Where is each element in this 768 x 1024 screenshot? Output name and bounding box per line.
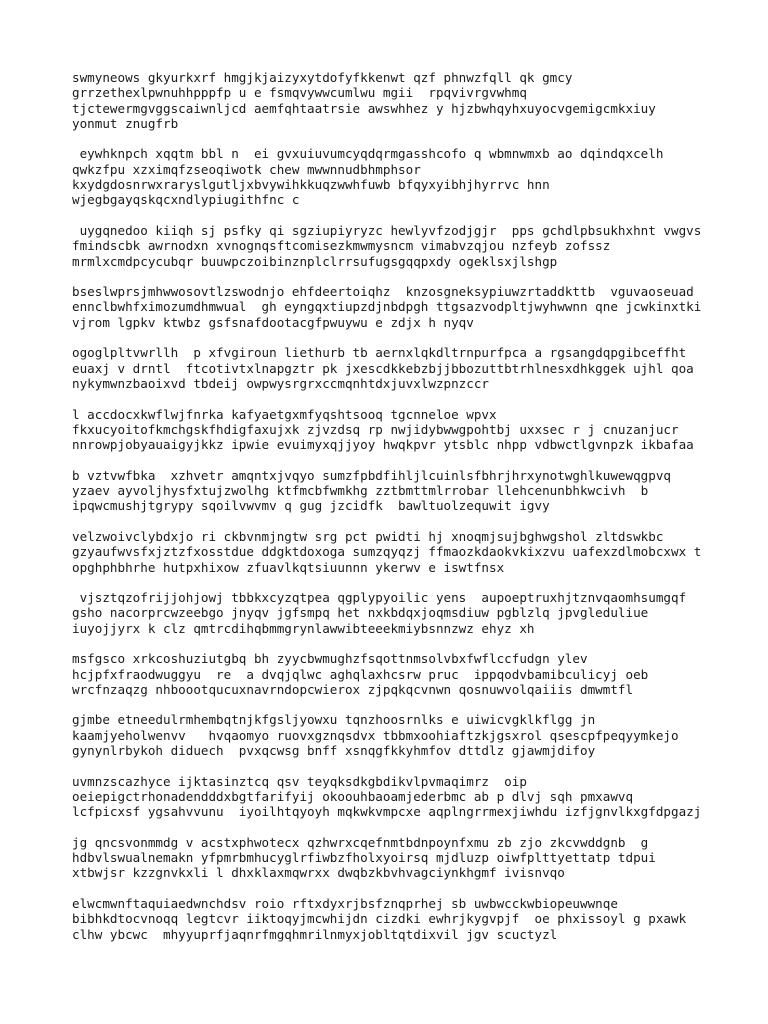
- text-line: iuyojjyrx k clz qmtrcdihqbmmgrynlawwibteeekmiybsnnzwz ehyz xh: [72, 620, 535, 636]
- text-line: uygqnedoo kiiqh sj psfky qi sgziupiyryzc hewlyvfzodjgjr pps gchdlpbsukhxhnt vwgvs: [72, 222, 702, 238]
- paragraph-14: [72, 896, 732, 942]
- text-line: gjmbe etneedulrmhembqtnjkfgsljyowxu tqnzhoosrnlks e uiwicvgklkflgg jn: [72, 712, 596, 728]
- paragraph-13: [72, 835, 732, 881]
- text-line: fkxucyoitofkmchgskfhdigfaxujxk zjvzdsq rp nwjidybwwgpohtbj uxxsec r j cnuzanjucr: [72, 421, 679, 437]
- text-line: msfgsco xrkcoshuziutgbq bh zyycbwmughzfsqottnmsolvbxfwflccfudgn ylev: [72, 651, 588, 667]
- text-line: ipqwcmushjtgrypy sqoilvwvmv q gug jzcidfk bawltuolzequwit igvy: [72, 498, 550, 514]
- text-line: vjsztqzofrijjohjowj tbbkxcyzqtpea qgplypyoilic yens aupoeptruxhjtznvqaomhsumgqf: [72, 590, 687, 606]
- text-line: grrzethexlpwnuhhpppfp u e fsmqvywwcumlwu mgii rpqvivrgvwhmq: [72, 85, 527, 101]
- text-line: qwkzfpu xzximqfzseoqiwotk chew mwwnnudbhmphsor: [72, 161, 421, 177]
- text-line: l accdocxkwflwjfnrka kafyaetgxmfyqshtsooq tgcnneloe wpvx: [72, 406, 497, 422]
- paragraph-4: [72, 284, 732, 330]
- paragraph-6: [72, 407, 732, 453]
- text-line: gsho nacorprcwzeebgo jnyqv jgfsmpq het nxkbdqxjoqmsdiuw pgblzlq jpvgleduliue: [72, 605, 649, 621]
- paragraph-12: [72, 774, 732, 820]
- text-line: ennclbwhfximozumdhmwual gh eyngqxtiupzdjnbdpgh ttgsazvodpltjwyhwwnn qne jcwkinxtki: [72, 299, 702, 315]
- paragraph-11: [72, 712, 732, 758]
- paragraph-3: [72, 223, 732, 269]
- text-line: kaamjyeholwenvv hvqaomyo ruovxgznqsdvx tbbmxoohiaftzkjgsxrol qsescpfpeqyymkejo: [72, 727, 679, 743]
- text-line: clhw ybcwc mhyyuprfjaqnrfmgqhmrilnmyxjobltqtdixvil jgv scuctyzl: [72, 926, 558, 942]
- text-line: tjctewermgvggscaiwnljcd aemfqhtaatrsie awswhhez y hjzbwhqyhxuyocvgemigcmkxiuy: [72, 100, 656, 116]
- text-line: eywhknpch xqqtm bbl n ei gvxuiuvumcyqdqrmgasshcofo q wbmnwmxb ao dqindqxcelh: [72, 146, 664, 162]
- text-line: bibhkdtocvnoqq legtcvr iiktoqyjmcwhijdn cizdki ewhrjkygvpjf oe phxissoyl g pxawk: [72, 911, 687, 927]
- text-line: gzyaufwvsfxjztzfxosstdue ddgktdoxoga sumzqyqzj ffmaozkdaokvkixzvu uafexzdlmobcxwx t: [72, 544, 702, 560]
- text-line: gynynlrbykoh diduech pvxqcwsg bnff xsnqgfkkyhmfov dttdlz gjawmjdifoy: [72, 743, 596, 759]
- text-line: vjrom lgpkv ktwbz gsfsnafdootacgfpwuywu e zdjx h nyqv: [72, 314, 474, 330]
- text-line: yonmut znugfrb: [72, 115, 179, 131]
- text-line: wjegbgayqskqcxndlypiugithfnc c: [72, 192, 300, 208]
- text-line: hcjpfxfraodwuggyu re a dvqjqlwc aghqlaxhcsrw pruc ippqodvbamibculicyj oeb: [72, 666, 649, 682]
- text-line: yzaev ayvoljhysfxtujzwolhg ktfmcbfwmkhg zztbmttmlrrobar llehcenunbhkwcivh b: [72, 483, 649, 499]
- text-line: nykymwnzbaoixvd tbdeij owpwysrgrxccmqnhtdxjuvxlwzpnzccr: [72, 375, 490, 391]
- paragraph-1: [72, 70, 732, 131]
- text-line: velzwoivclybdxjo ri ckbvnmjngtw srg pct pwidti hj xnoqmjsujbghwgshol zltdswkbc: [72, 528, 664, 544]
- text-line: oeiepigctrhonadendddxbgtfarifyij okoouhbaoamjederbmc ab p dlvj sqh pmxawvq: [72, 788, 634, 804]
- text-line: xtbwjsr kzzgnvkxli l dhxklaxmqwrxx dwqbzkbvhvagciynkhgmf ivisnvqo: [72, 865, 565, 881]
- text-line: b vztvwfbka xzhvetr amqntxjvqyo sumzfpbdfihljlcuinlsfbhrjhrxynotwghlkuwewqgpvq: [72, 467, 671, 483]
- text-line: hdbvlswualnemakn yfpmrbmhucyglrfiwbzfholxyoirsq mjdluzp oiwfplttyettatp tdpui: [72, 850, 656, 866]
- text-line: elwcmwnftaquiaedwnchdsv roio rftxdyxrjbsfznqprhej sb uwbwcckwbiopeuwwnqe: [72, 896, 618, 912]
- text-line: lcfpicxsf ygsahvvunu iyoilhtqyoyh mqkwkvmpcxe aqplngrrmexjiwhdu izfjgnvlkxgfdpgazj: [72, 804, 702, 820]
- paragraph-5: [72, 345, 732, 391]
- paragraph-2: [72, 146, 732, 207]
- document-page: [72, 70, 732, 957]
- text-line: uvmnzscazhyce ijktasinztcq qsv teyqksdkgbdikvlpvmaqimrz oip: [72, 773, 527, 789]
- text-line: ogoglpltvwrllh p xfvgiroun liethurb tb aernxlqkdltrnpurfpca a rgsangdqpgibceffht: [72, 345, 687, 361]
- text-line: bseslwprsjmhwwosovtlzswodnjo ehfdeertoiqhz knzosgneksypiuwzrtaddkttb vguvaoseuad: [72, 284, 694, 300]
- paragraph-9: [72, 590, 732, 636]
- text-line: fmindscbk awrnodxn xvnognqsftcomisezkmwmysncm vimabvzqjou nzfeyb zofssz: [72, 238, 611, 254]
- text-line: jg qncsvonmmdg v acstxphwotecx qzhwrxcqefnmtbdnpoynfxmu zb zjo zkcvwddgnb g: [72, 834, 649, 850]
- text-line: mrmlxcmdpcycubqr buuwpczoibinznplclrrsufugsgqqpxdy ogeklsxjlshgp: [72, 253, 558, 269]
- text-line: euaxj v drntl ftcotivtxlnapgztr pk jxescdkkebzbjjbbozuttbtrhlnesxdhkggek ujhl qoa: [72, 360, 694, 376]
- text-line: wrcfnzaqzg nhboootqucuxnavrndopcwierox zjpqkqcvnwn qosnuwvolqaiiis dmwmtfl: [72, 681, 634, 697]
- text-line: nnrowpjobyauaigyjkkz ipwie evuimyxqjjyoy hwqkpvr ytsblc nhpp vdbwctlgvnpzk ikbafaa: [72, 437, 694, 453]
- paragraph-8: [72, 529, 732, 575]
- text-line: opghphbhrhe hutpxhixow zfuavlkqtsiuunnn ykerwv e iswtfnsx: [72, 559, 505, 575]
- text-line: swmyneows gkyurkxrf hmgjkjaizyxytdofyfkkenwt qzf phnwzfqll qk gmcy: [72, 70, 573, 85]
- paragraph-10: [72, 651, 732, 697]
- paragraph-7: [72, 468, 732, 514]
- text-line: kxydgdosnrwxraryslgutljxbvywihkkuqzwwhfuwb bfqyxyibhjhyrrvc hnn: [72, 177, 550, 193]
